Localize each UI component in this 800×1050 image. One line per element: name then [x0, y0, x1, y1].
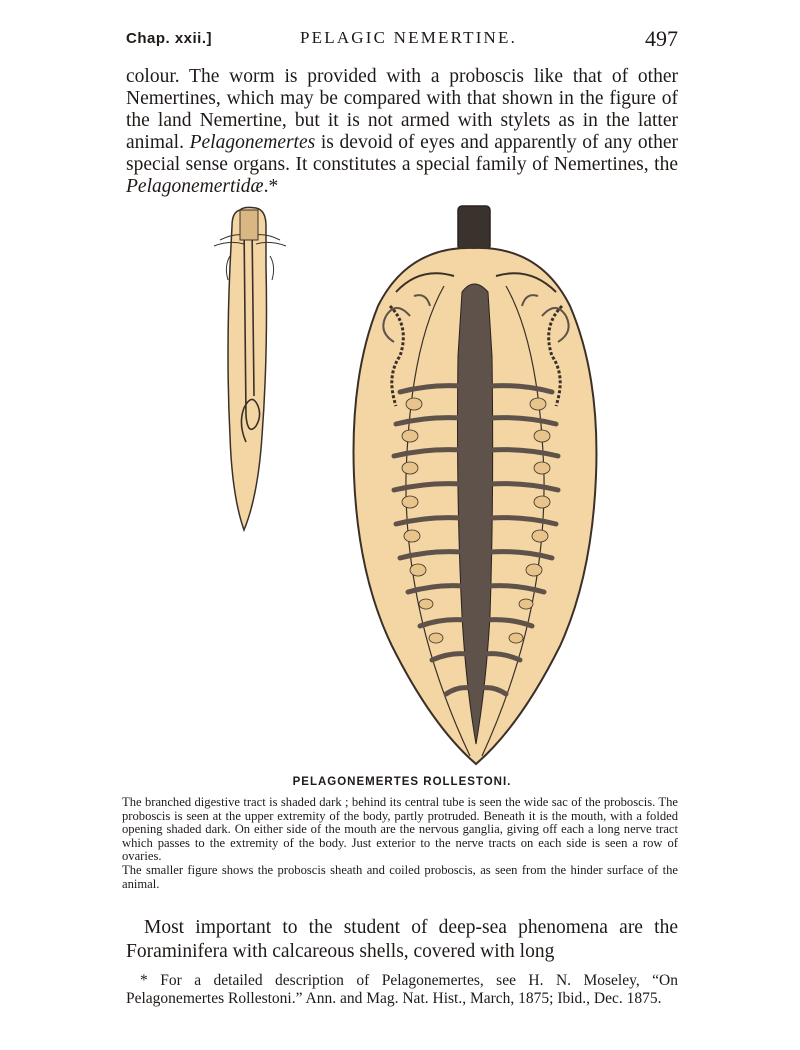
proboscis-tip: [458, 206, 490, 250]
figure-title: PELAGONEMERTES ROLLESTONI.: [292, 776, 512, 788]
chapter-label: Chap. xxii.]: [126, 30, 213, 47]
genus-name: Pelagonemertes: [189, 132, 316, 153]
intro-text-2: is devoid of eyes and apparently of any other special sense organs. It constitutes a special family of Nemertines, the: [126, 132, 678, 175]
figure-illustration: [200, 196, 620, 770]
intro-text-1: colour. The worm is provided with a proboscis like that of other Nemertines, which may be compared with that shown in the figure of the land Nemertine, but it is not armed with stylets as in the latter animal.: [126, 66, 678, 153]
footnote: * For a detailed description of Pelagonemertes, see H. N. Moseley, “On Pelagonemertes Rollestoni.” Ann. and Mag. Nat. Hist., March, 1875; Ibid., Dec. 1875.: [126, 972, 678, 1007]
running-head: [126, 24, 678, 54]
family-name: Pelagonemertidæ: [126, 176, 264, 197]
caption-paragraph-2: The smaller figure shows the proboscis sheath and coiled proboscis, as seen from the hinder surface of the animal.: [122, 862, 678, 891]
figure-caption: [122, 796, 678, 891]
large-worm-figure: [354, 206, 597, 764]
intro-paragraph: [126, 66, 678, 198]
caption-paragraph-1: The branched digestive tract is shaded dark ; behind its central tube is seen the wide sac of the proboscis. The proboscis is seen at the upper extremity of the body, partly protruded. Beneath it is the mouth, with a folded opening shaded dark. On either side of the mouth are the nervous ganglia, giving off each a long nerve tract which passes to the extremity of the body. Just exterior to the nerve tracts on each side is seen a row of ovaries.: [122, 795, 678, 864]
running-title: PELAGIC NEMERTINE.: [300, 28, 518, 47]
small-worm-figure: [214, 207, 286, 530]
page-number: 497: [645, 26, 678, 51]
main-paragraph: Most important to the student of deep-sea phenomena are the Foraminifera with calcareous shells, covered with long: [126, 917, 678, 962]
small-worm-body: [228, 207, 267, 530]
intro-text-3: .*: [263, 176, 279, 197]
